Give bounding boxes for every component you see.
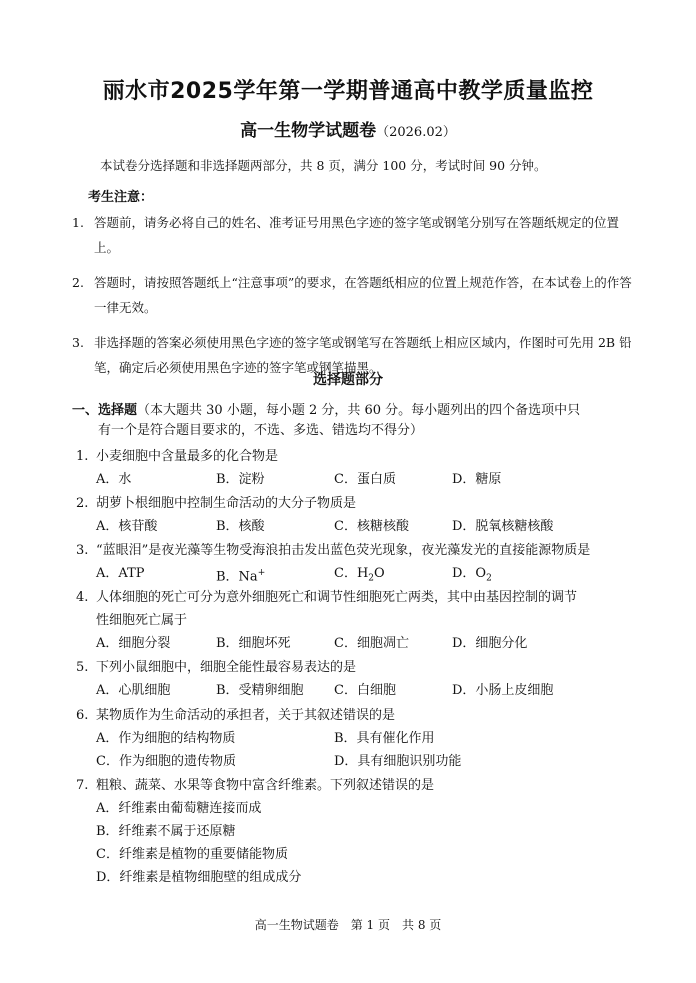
question-stem: 胡萝卜根细胞中控制生命活动的大分子物质是 <box>96 496 357 511</box>
option-d[interactable]: D．脱氧核糖核酸 <box>452 519 554 534</box>
exam-title: 丽水市2025学年第一学期普通高中教学质量监控 <box>102 79 594 104</box>
option-d[interactable]: D．糖原 <box>452 472 502 487</box>
option-b[interactable]: B．纤维素不属于还原糖 <box>96 824 236 839</box>
option-b[interactable]: B．受精卵细胞 <box>216 683 304 698</box>
exam-intro: 本试卷分选择题和非选择题两部分，共 8 页，满分 100 分，考试时间 90 分钟。 <box>100 158 547 173</box>
question-5 <box>76 656 636 702</box>
question-number: 2. <box>76 496 89 511</box>
option-c[interactable]: C．细胞凋亡 <box>334 636 409 651</box>
question-2 <box>76 492 636 538</box>
section-heading: 选择题部分 <box>313 372 383 388</box>
question-stem-1: 人体细胞的死亡可分为意外细胞死亡和调节性细胞死亡两类，其中由基因控制的调节 <box>96 590 578 605</box>
question-stem: 粗粮、蔬菜、水果等食物中富含纤维素。下列叙述错误的是 <box>96 778 435 793</box>
question-3 <box>76 539 636 585</box>
subscript-2: 2 <box>486 573 492 584</box>
option-c[interactable]: C．蛋白质 <box>334 472 396 487</box>
part-line-1: （本大题共 30 小题，每小题 2 分，共 60 分。每小题列出的四个备选项中只 <box>137 403 581 418</box>
option-b[interactable]: B．具有催化作用 <box>334 731 435 746</box>
option-c[interactable]: C．纤维素是植物的重要储能物质 <box>96 847 288 862</box>
question-stem: 小麦细胞中含量最多的化合物是 <box>96 449 279 464</box>
question-6 <box>76 704 636 773</box>
question-number: 1. <box>76 449 89 464</box>
question-4 <box>76 586 636 655</box>
question-number: 4. <box>76 590 89 605</box>
option-d[interactable]: D．细胞分化 <box>452 636 528 651</box>
notice-list <box>72 210 632 390</box>
option-a[interactable]: A．ATP <box>96 566 145 581</box>
question-stem: 某物质作为生命活动的承担者，关于其叙述错误的是 <box>96 708 396 723</box>
notice-number: 2. <box>72 275 84 290</box>
option-d[interactable]: D．纤维素是植物细胞壁的组成成分 <box>96 870 302 885</box>
notice-text: 非选择题的答案必须使用黑色字迹的签字笔或钢笔写在答题纸上相应区域内，作图时可先用 2B 铅笔，确定后必须使用黑色字迹的签字笔或钢笔描黑。 <box>94 335 632 375</box>
part-instructions <box>72 401 632 441</box>
question-stem: 下列小鼠细胞中，细胞全能性最容易表达的是 <box>96 660 357 675</box>
notice-number: 1. <box>72 215 84 230</box>
option-a[interactable]: A．核苷酸 <box>96 519 158 534</box>
option-a[interactable]: A．纤维素由葡萄糖连接而成 <box>96 801 262 816</box>
question-stem: “蓝眼泪”是夜光藻等生物受海浪拍击发出蓝色荧光现象，夜光藻发光的直接能源物质是 <box>96 543 591 558</box>
notice-item <box>72 270 632 320</box>
question-1 <box>76 445 636 491</box>
option-a[interactable]: A．心肌细胞 <box>96 683 171 698</box>
option-b[interactable]: B．淀粉 <box>216 472 265 487</box>
option-c[interactable]: C．作为细胞的遗传物质 <box>96 754 236 769</box>
option-c-tail: O <box>374 566 385 581</box>
exam-date: （2026.02） <box>376 125 456 140</box>
option-c[interactable]: C．核糖核酸 <box>334 519 409 534</box>
subscript-2: 2 <box>368 573 375 584</box>
option-b-text: B．Na <box>216 569 258 585</box>
page-footer: 高一生物试题卷 第 1 页 共 8 页 <box>254 918 442 932</box>
option-b[interactable]: B．核酸 <box>216 519 265 534</box>
notice-text: 答题前，请务必将自己的姓名、准考证号用黑色字迹的签字笔或钢笔分别写在答题纸规定的位置上。 <box>94 215 620 255</box>
question-7 <box>76 774 636 889</box>
option-c[interactable]: C．白细胞 <box>334 683 396 698</box>
option-d[interactable]: D．小肠上皮细胞 <box>452 683 554 698</box>
question-number: 6. <box>76 708 89 723</box>
subtitle-text: 高一生物学试题卷 <box>240 121 377 141</box>
exam-subtitle <box>0 116 696 141</box>
question-number: 5. <box>76 660 89 675</box>
option-d[interactable]: D．具有细胞识别功能 <box>334 754 462 769</box>
option-a[interactable]: A．水 <box>96 472 132 487</box>
notice-text: 答题时，请按照答题纸上“注意事项”的要求，在答题纸相应的位置上规范作答，在本试卷上的作答一律无效。 <box>94 275 632 315</box>
superscript-plus: + <box>257 568 266 578</box>
question-stem-2: 性细胞死亡属于 <box>96 613 188 628</box>
part-lead: 一、选择题 <box>72 403 138 418</box>
question-number: 3. <box>76 543 89 558</box>
option-a[interactable]: A．细胞分裂 <box>96 636 171 651</box>
part-line-2: 有一个是符合题目要求的，不选、多选、错选均不得分） <box>98 423 424 438</box>
notice-item <box>72 210 632 260</box>
option-a[interactable]: A．作为细胞的结构物质 <box>96 731 236 746</box>
notice-number: 3. <box>72 335 84 350</box>
question-number: 7. <box>76 778 89 793</box>
notice-heading: 考生注意： <box>88 190 154 205</box>
option-b[interactable] <box>216 562 265 588</box>
option-d-text: D．O <box>452 566 487 581</box>
option-b[interactable]: B．细胞坏死 <box>216 636 291 651</box>
option-c-text: C．H <box>334 566 369 581</box>
